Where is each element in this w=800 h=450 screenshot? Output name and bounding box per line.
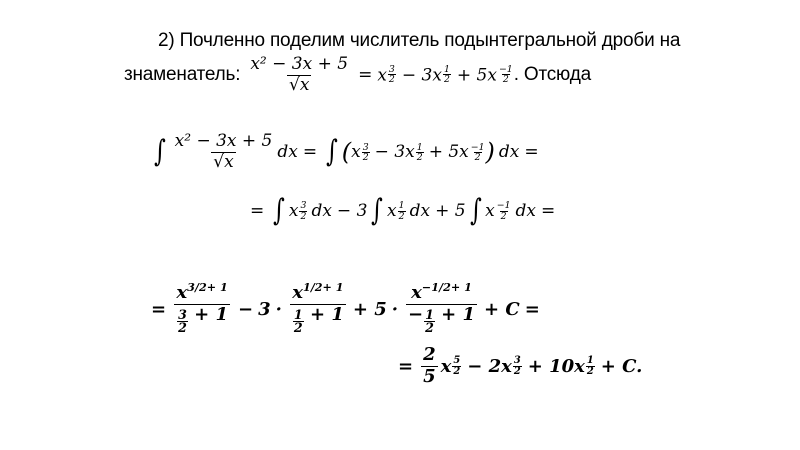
equals-sign: = — [358, 65, 373, 86]
result-line-2: = $\frac{2}{5}$ x 5 2 − 2x 3 2 + 10x 1 2 + C. — [398, 344, 643, 387]
intro-line-1 — [158, 30, 680, 52]
integrand-fraction: $\frac{\text{x² − 3x + 5}}{√x}$ — [174, 131, 273, 172]
integral-line-2: = ∫ x 3 2 dx − 3 ∫ x 1 2 dx + 5 ∫ x −1 2 dx = — [250, 193, 556, 228]
result-frac-2: $x^{1/2+ 1}$ $\frac{1}{2}$ + 1 — [290, 284, 346, 335]
result-frac-1: $x^{3/2+ 1}$ $\frac{3}{2}$ + 1 — [174, 284, 230, 335]
term-3x-1-2: − 3x $\frac{1}{2}$ — [401, 64, 450, 86]
result-frac-3: $x^{-1/2+ 1}$ − $\frac{1}{2}$ + 1 — [408, 280, 476, 336]
term-x-3-2: x $\frac{3}{2}$ — [377, 64, 395, 86]
term-5x-neg-1-2: + 5x $\frac{-1}{2}$ — [456, 64, 513, 86]
intro-line-2 — [124, 56, 591, 95]
intro-text-1: 2) Почленно поделим числитель подынтегральной дроби на — [158, 30, 681, 51]
result-line-1: = $x^{3/2+ 1}$ $\frac{3}{2}$ + 1 − 3 · $x^{1/2+ 1}$ $\frac{1}{2}$ + 1 + 5 · $x^{-1/2+ 1}$ − $\frac{1}{2}$ + 1 + C = — [151, 280, 540, 336]
quotient-numerator: x² − 3x + 5 — [250, 54, 349, 74]
integral-line-1: ∫ $\frac{\text{x² − 3x + 5}}{√x}$ dx = ∫ ( x 3 2 − 3x 1 2 + 5x −1 2 ) dx = — [153, 131, 539, 172]
intro-text-2: знаменатель: — [124, 64, 241, 86]
coef-2-5: $\frac{2}{5}$ — [423, 344, 436, 387]
quotient-fraction — [248, 56, 350, 95]
intro-text-2-end: . Отсюда — [513, 64, 591, 86]
quotient-denominator: √x — [289, 74, 310, 95]
